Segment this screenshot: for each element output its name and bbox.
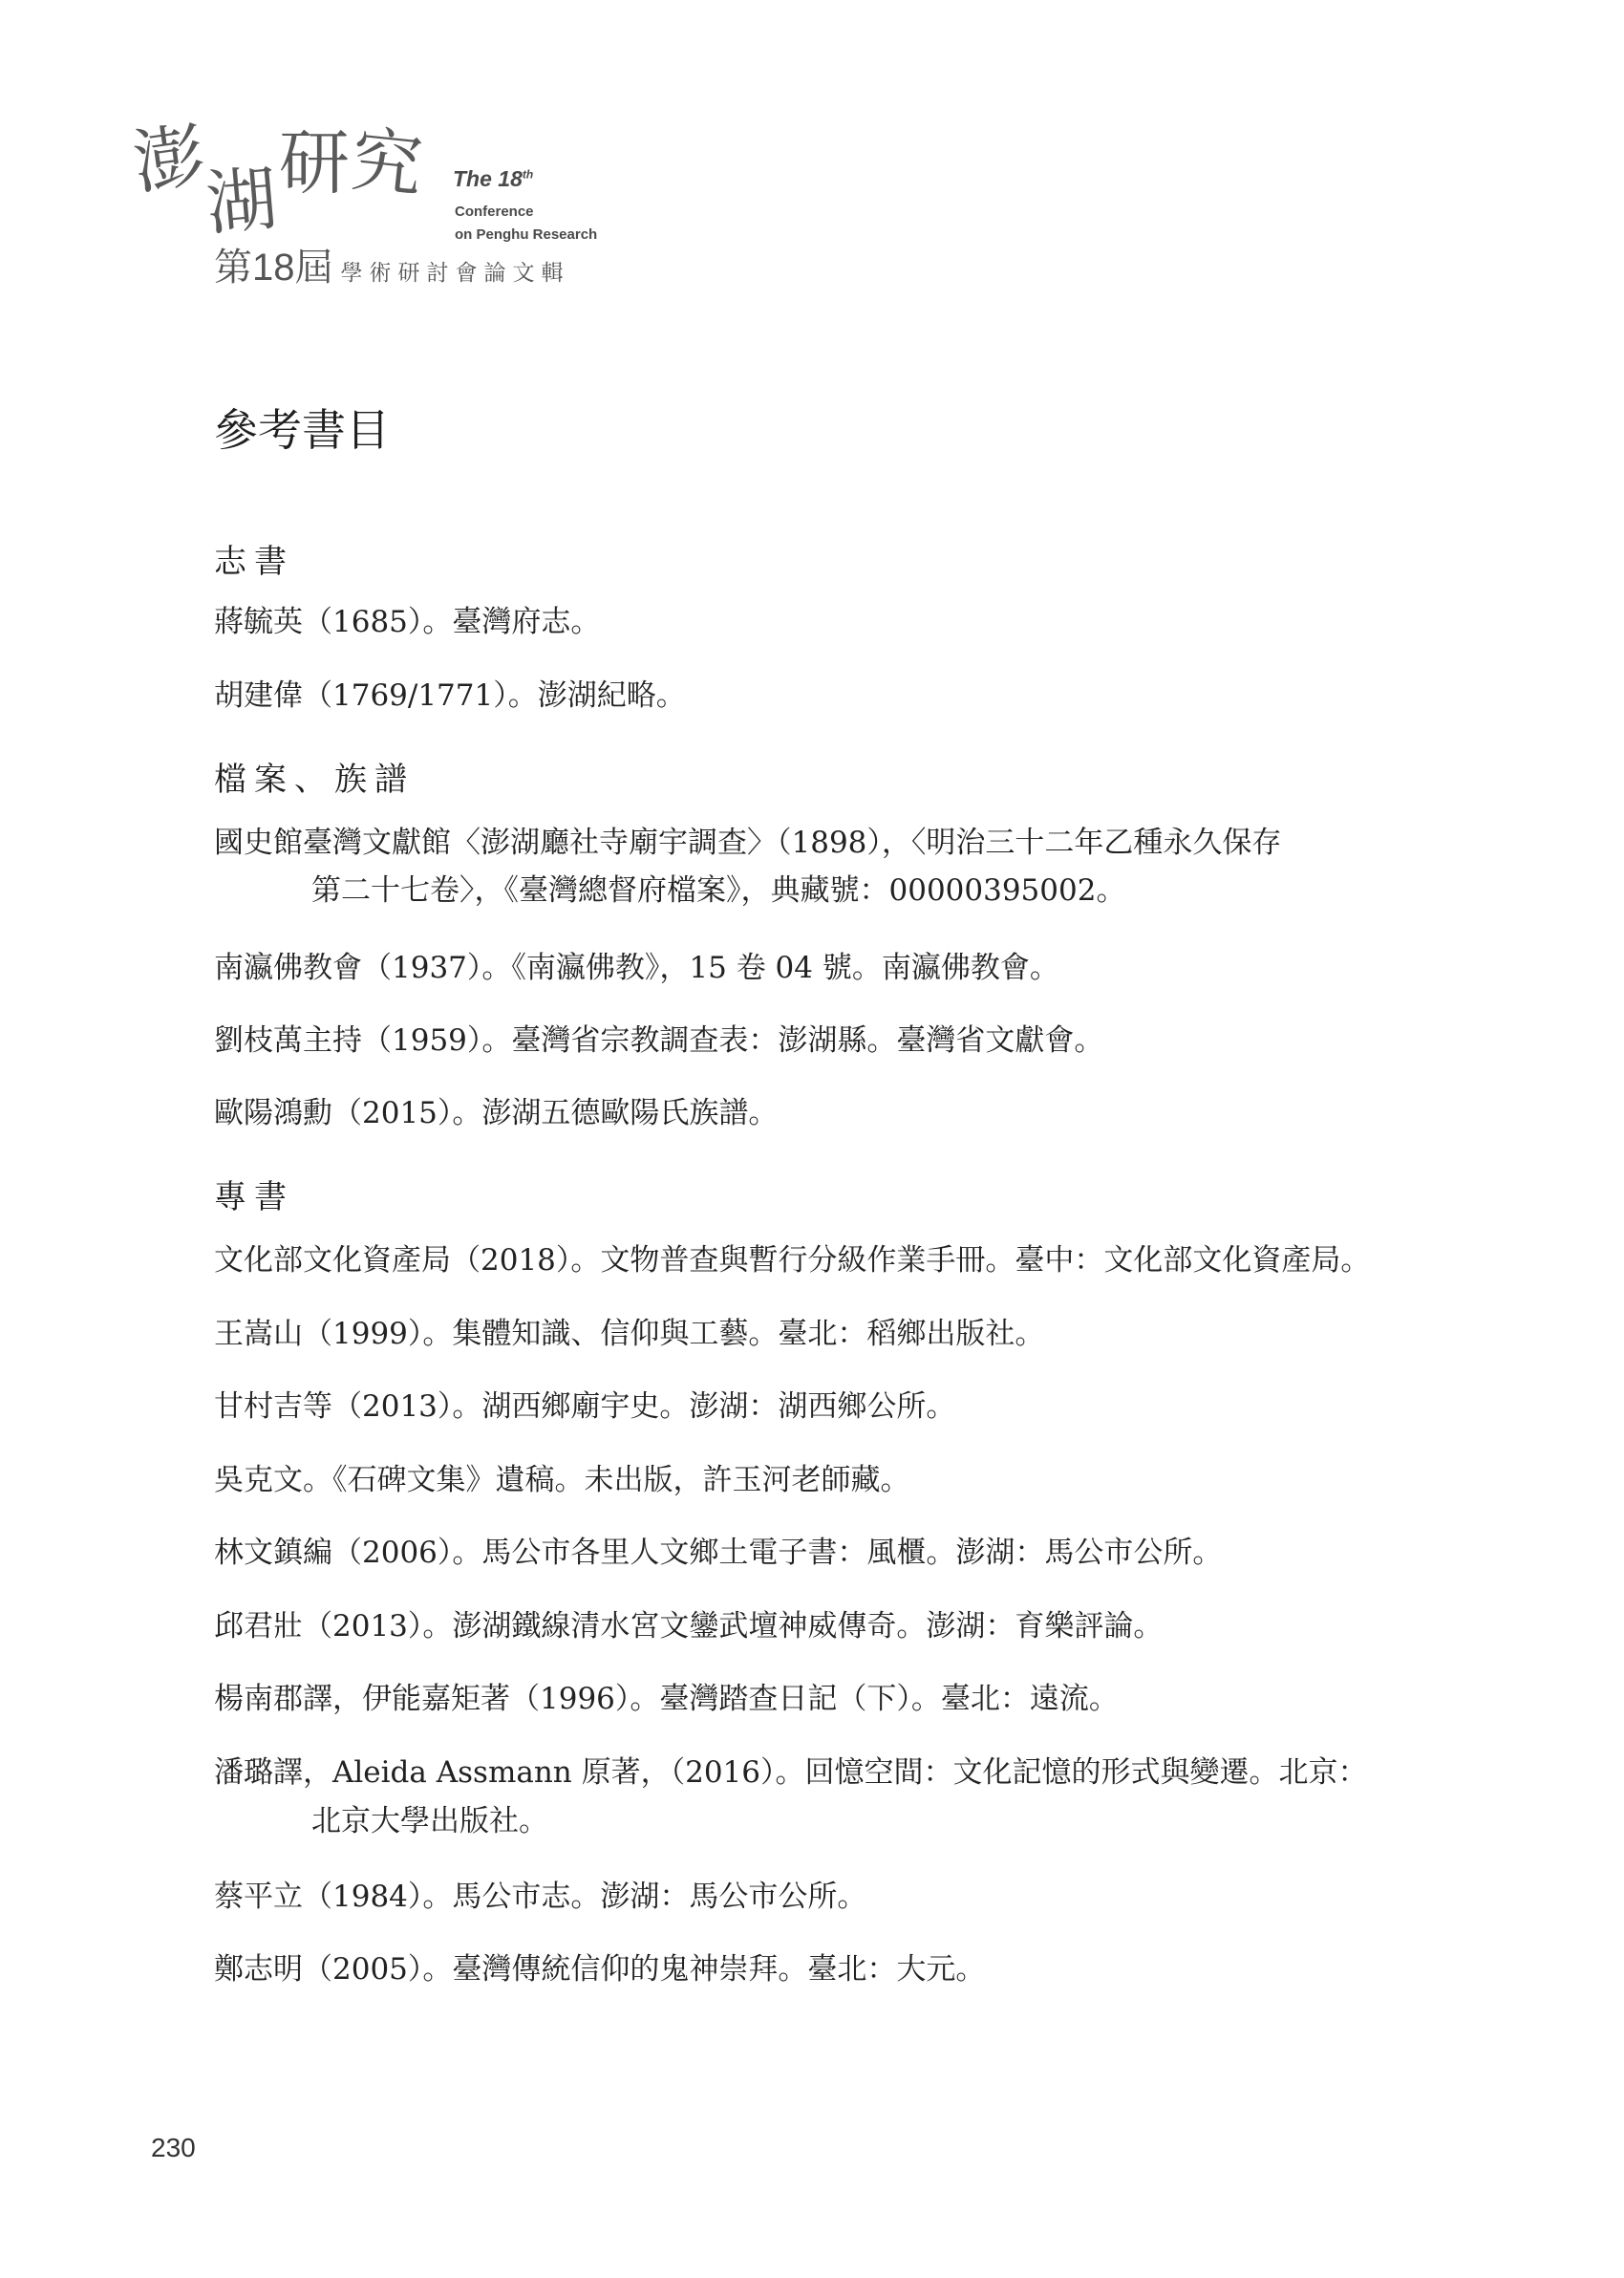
reference-entry: 蔡平立（1984）。馬公市志。澎湖：馬公市公所。	[214, 1880, 867, 1914]
reference-entry: 蔣毓英（1685）。臺灣府志。	[214, 605, 601, 639]
reference-entry: 劉枝萬主持（1959）。臺灣省宗教調查表：澎湖縣。臺灣省文獻會。	[214, 1023, 1104, 1058]
section-heading: 志書	[214, 543, 294, 581]
logo-char: 湖	[203, 157, 283, 247]
logo-char: 研	[279, 122, 352, 204]
logo-char: 澎	[128, 114, 212, 205]
reference-entry: 南瀛佛教會（1937）。《南瀛佛教》，15 卷 04 號。南瀛佛教會。	[214, 951, 1059, 985]
logo-edition: 第18屆 學術研討會論文輯	[214, 247, 570, 289]
reference-entry: 文化部文化資產局（2018）。文物普查與暫行分級作業手冊。臺中：文化部文化資產局。	[214, 1243, 1371, 1278]
logo-english-title: The 18th	[453, 166, 534, 191]
logo-chinese-title	[128, 114, 429, 247]
page-number: 230	[151, 2133, 196, 2162]
reference-entry: 胡建偉（1769/1771）。澎湖紀略。	[214, 678, 686, 713]
reference-entry-continuation: 第二十七卷〉，《臺灣總督府檔案》，典藏號：00000395002。	[311, 873, 1126, 908]
page-title: 參考書目	[214, 404, 390, 456]
reference-entry-continuation: 北京大學出版社。	[311, 1804, 548, 1838]
reference-entry: 國史館臺灣文獻館〈澎湖廳社寺廟宇調查〉（1898），〈明治三十二年乙種永久保存	[214, 826, 1282, 860]
section-heading: 專書	[214, 1178, 294, 1216]
reference-entry: 吳克文。《石碑文集》遺稿。未出版，許玉河老師藏。	[214, 1463, 910, 1497]
reference-entry: 邱君壯（2013）。澎湖鐵線清水宮文鑾武壇神威傳奇。澎湖：育樂評論。	[214, 1609, 1164, 1644]
reference-entry: 鄭志明（2005）。臺灣傳統信仰的鬼神崇拜。臺北：大元。	[214, 1952, 986, 1987]
reference-entry: 潘璐譯，Aleida Assmann 原著，（2016）。回憶空間：文化記憶的形式與變遷。北京：	[214, 1755, 1368, 1790]
logo-english-subtitle: Conference on Penghu Research	[455, 204, 598, 243]
reference-entry: 甘村吉等（2013）。湖西鄉廟宇史。澎湖：湖西鄉公所。	[214, 1389, 956, 1424]
conference-logo	[128, 114, 669, 296]
reference-entry: 歐陽鴻勳（2015）。澎湖五德歐陽氏族譜。	[214, 1096, 779, 1130]
section-heading: 檔案、族譜	[214, 761, 415, 799]
logo-char: 究	[347, 118, 429, 208]
reference-entry: 楊南郡譯，伊能嘉矩著（1996）。臺灣踏查日記（下）。臺北：遠流。	[214, 1682, 1119, 1716]
reference-entry: 林文鎮編（2006）。馬公市各里人文鄉土電子書：風櫃。澎湖：馬公市公所。	[214, 1536, 1223, 1570]
reference-entry: 王嵩山（1999）。集體知識、信仰與工藝。臺北：稻鄉出版社。	[214, 1317, 1045, 1351]
